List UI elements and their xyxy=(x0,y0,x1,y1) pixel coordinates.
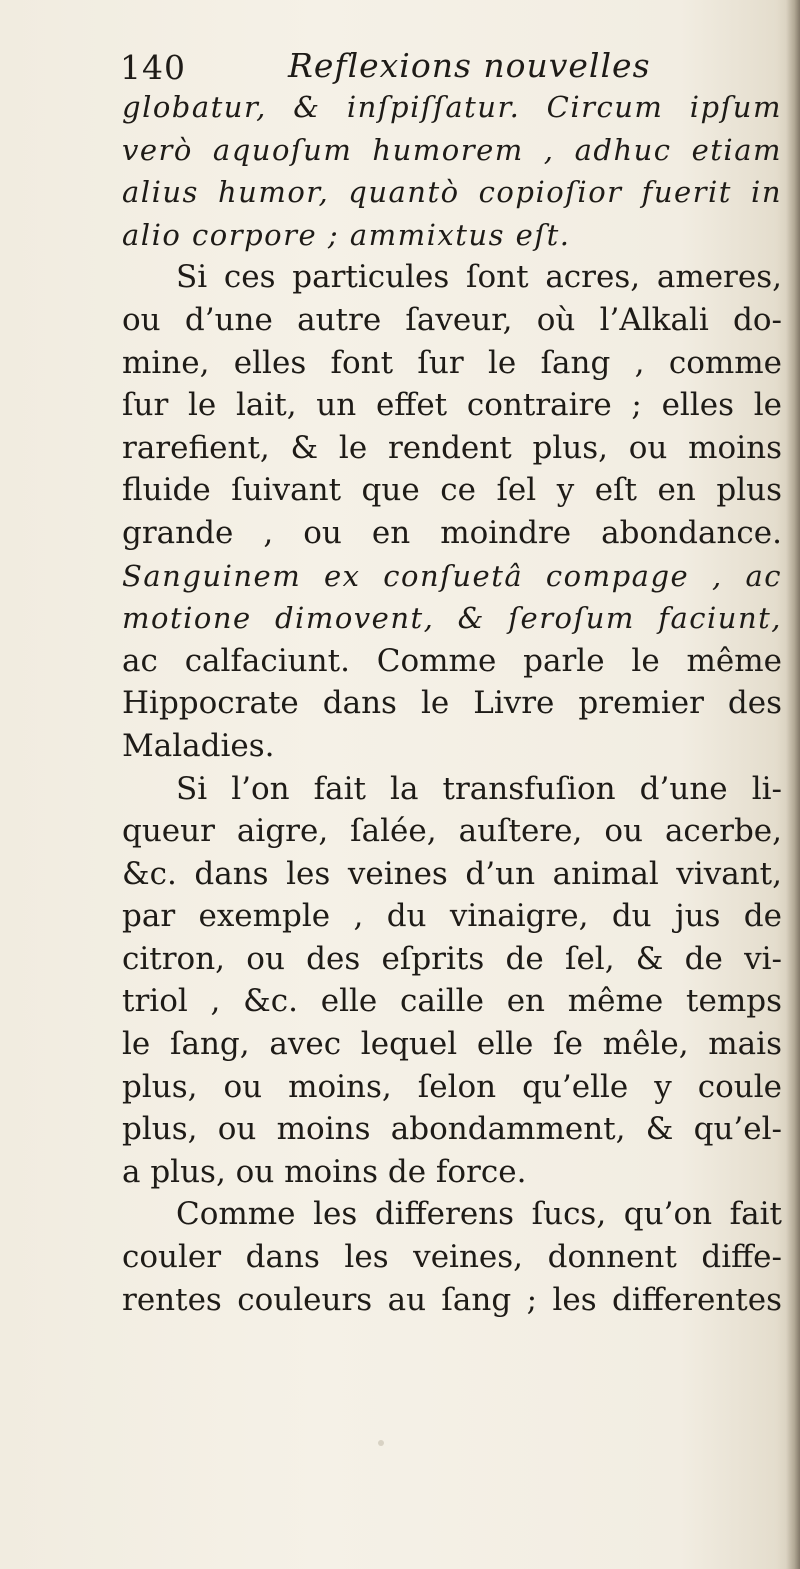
ink-spot xyxy=(378,1440,384,1446)
text-line: globatur, & inſpiſſatur. Circum ipſum xyxy=(122,90,782,124)
text-line: a plus, ou moins de force. xyxy=(122,1153,527,1190)
text-line: ac calfaciunt. Comme parle le même xyxy=(122,642,782,679)
text-line: verò aquoſum humorem , adhuc etiam xyxy=(122,132,782,167)
text-line: Si ces particules ſont acres, ameres, xyxy=(176,259,782,296)
text-line: citron, ou des eſprits de ſel, & de vi- xyxy=(122,940,782,977)
text-line: alius humor, quantò copioſior fuerit in xyxy=(122,175,782,210)
text-line: fluide ſuivant que ce ſel y eſt en plus xyxy=(122,472,782,509)
text-line: par exemple , du vinaigre, du jus de xyxy=(122,898,782,935)
text-line: grande , ou en moindre abondance. xyxy=(122,514,782,551)
text-line: rentes couleurs au ſang ; les differentes xyxy=(122,1281,782,1318)
text-line: Hippocrate dans le Livre premier des xyxy=(122,685,782,722)
text-line: mine, elles font ſur le ſang , comme xyxy=(122,344,782,381)
text-line: Si l’on fait la transfuſion d’une li- xyxy=(176,770,782,807)
body-text xyxy=(122,86,782,1321)
page-edge xyxy=(786,0,800,1569)
text-line: triol , &c. elle caille en même temps xyxy=(122,983,782,1020)
page-number: 140 xyxy=(120,48,186,87)
text-line: rarefient, & le rendent plus, ou moins xyxy=(122,429,782,466)
text-line: ſur le lait, un effet contraire ; elles le xyxy=(122,387,782,424)
text-line: &c. dans les veines d’un animal vivant, xyxy=(122,855,782,892)
text-line: Comme les differens ſucs, qu’on fait xyxy=(176,1196,782,1233)
text-line: Maladies. xyxy=(122,727,275,764)
page-header xyxy=(120,44,760,92)
text-line: plus, ou moins, ſelon qu’elle y coule xyxy=(122,1068,782,1105)
text-line: queur aigre, ſalée, auſtere, ou acerbe, xyxy=(122,813,782,850)
text-line: alio corpore ; ammixtus eſt. xyxy=(122,217,571,252)
text-line: ou d’une autre ſaveur, où l’Alkali do- xyxy=(122,301,782,338)
running-title: Reflexions nouvelles xyxy=(288,46,651,85)
text-line: motione dimovent, & ſeroſum faciunt, xyxy=(122,601,782,636)
text-line: Sanguinem ex conſuetâ compage , ac xyxy=(122,558,782,593)
text-line: couler dans les veines, donnent diffe- xyxy=(122,1239,782,1276)
text-line: plus, ou moins abondamment, & qu’el- xyxy=(122,1111,782,1148)
text-line: le ſang, avec lequel elle ſe mêle, mais xyxy=(122,1026,782,1063)
